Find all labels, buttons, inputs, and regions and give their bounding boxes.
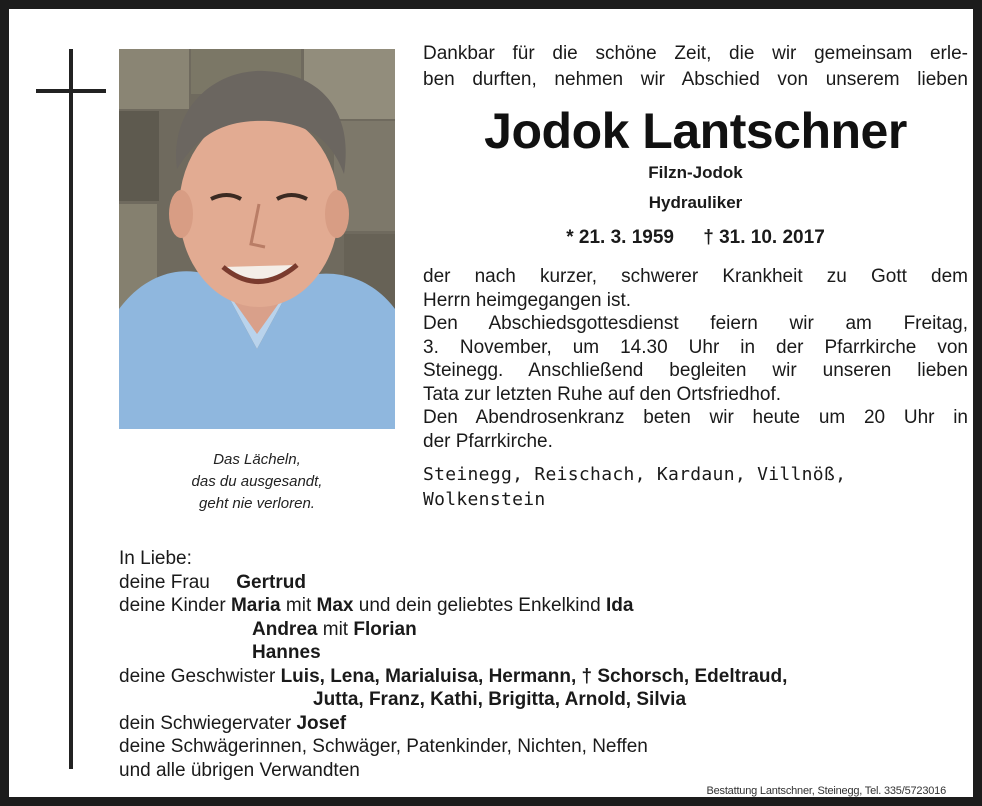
child-name: Maria <box>230 595 281 616</box>
portrait-photo <box>119 49 395 429</box>
deceased-name: Jodok Lantschner <box>484 103 907 159</box>
body-line: 3. November, um 14.30 Uhr in der Pfarrkirche von <box>423 336 968 358</box>
body-line: Herrn heimgegangen ist. <box>423 289 632 311</box>
body-line: der nach kurzer, schwerer Krankheit zu Gott dem <box>423 266 968 287</box>
places-line: Steinegg, Reischach, Kardaun, Villnöß, <box>423 464 847 485</box>
cross-icon-bar <box>36 89 106 93</box>
caption-line: das du ausgesandt, <box>191 473 323 490</box>
caption-line: Das Lächeln, <box>213 451 301 468</box>
wife-name: Gertrud <box>236 571 306 593</box>
child-name: Andrea <box>252 618 318 640</box>
mourner-row-siblings2 <box>119 688 959 712</box>
cross-icon <box>69 49 73 769</box>
mit-text: mit <box>285 595 312 616</box>
body-line: Den Abschiedsgottesdienst feiern wir am Freitag, <box>423 313 968 334</box>
siblings-names: Jutta, Franz, Kathi, Brigitta, Arnold, Silvia <box>313 689 687 710</box>
funeral-home-footer: Bestattung Lantschner, Steinegg, Tel. 335/5723016 <box>706 785 946 797</box>
intro-text <box>423 41 968 93</box>
body-line: Tata zur letzten Ruhe auf den Ortsfriedhof. <box>423 383 782 405</box>
children-label: deine Kinder <box>119 595 226 616</box>
intro-line: ben durften, nehmen wir Abschied von unserem lieben <box>423 69 968 90</box>
body-line: Steinegg. Anschließend begleiten wir unseren lieben <box>423 360 968 381</box>
partner-name: Florian <box>353 618 417 640</box>
mourner-row-others: und alle übrigen Verwandten <box>119 759 360 781</box>
father-in-law-name: Josef <box>296 712 347 734</box>
mourners-heading: In Liebe: <box>119 548 192 569</box>
death-date: † 31. 10. 2017 <box>703 227 825 248</box>
child-name: Hannes <box>252 642 321 663</box>
body-line: der Pfarrkirche. <box>423 430 553 452</box>
mit-text: mit <box>322 618 349 640</box>
grandchild-text: und dein geliebtes Enkelkind <box>358 595 601 616</box>
mourner-row-child2 <box>119 618 959 642</box>
places-list <box>423 462 968 512</box>
mourners-list <box>119 547 959 782</box>
places-line: Wolkenstein <box>423 489 546 510</box>
mourner-row-child3 <box>119 641 959 665</box>
photo-caption <box>119 449 395 515</box>
body-line: Den Abendrosenkranz beten wir heute um 20 Uhr in <box>423 407 968 428</box>
wife-label: deine Frau <box>119 571 210 593</box>
birth-date: * 21. 3. 1959 <box>566 227 674 248</box>
mourner-row-children <box>119 594 959 618</box>
caption-line: geht nie verloren. <box>199 495 315 512</box>
life-dates <box>423 227 968 249</box>
nickname: Filzn-Jodok <box>648 163 743 182</box>
grandchild-name: Ida <box>605 595 634 616</box>
father-in-law-label: dein Schwiegervater <box>119 712 292 734</box>
profession: Hydrauliker <box>648 193 743 212</box>
mourner-row-father-in-law <box>119 712 959 736</box>
siblings-names: Luis, Lena, Marialuisa, Hermann, † Schorsch, Edeltraud, <box>280 665 788 687</box>
mourner-row-siblings <box>119 665 959 689</box>
intro-line: Dankbar für die schöne Zeit, die wir gemeinsam erle- <box>423 43 968 64</box>
announcement-text <box>423 265 968 453</box>
mourner-row-wife <box>119 571 959 595</box>
partner-name: Max <box>316 595 354 616</box>
mourner-row-relatives: deine Schwägerinnen, Schwäger, Patenkinder, Nichten, Neffen <box>119 736 648 757</box>
siblings-label: deine Geschwister <box>119 665 276 687</box>
